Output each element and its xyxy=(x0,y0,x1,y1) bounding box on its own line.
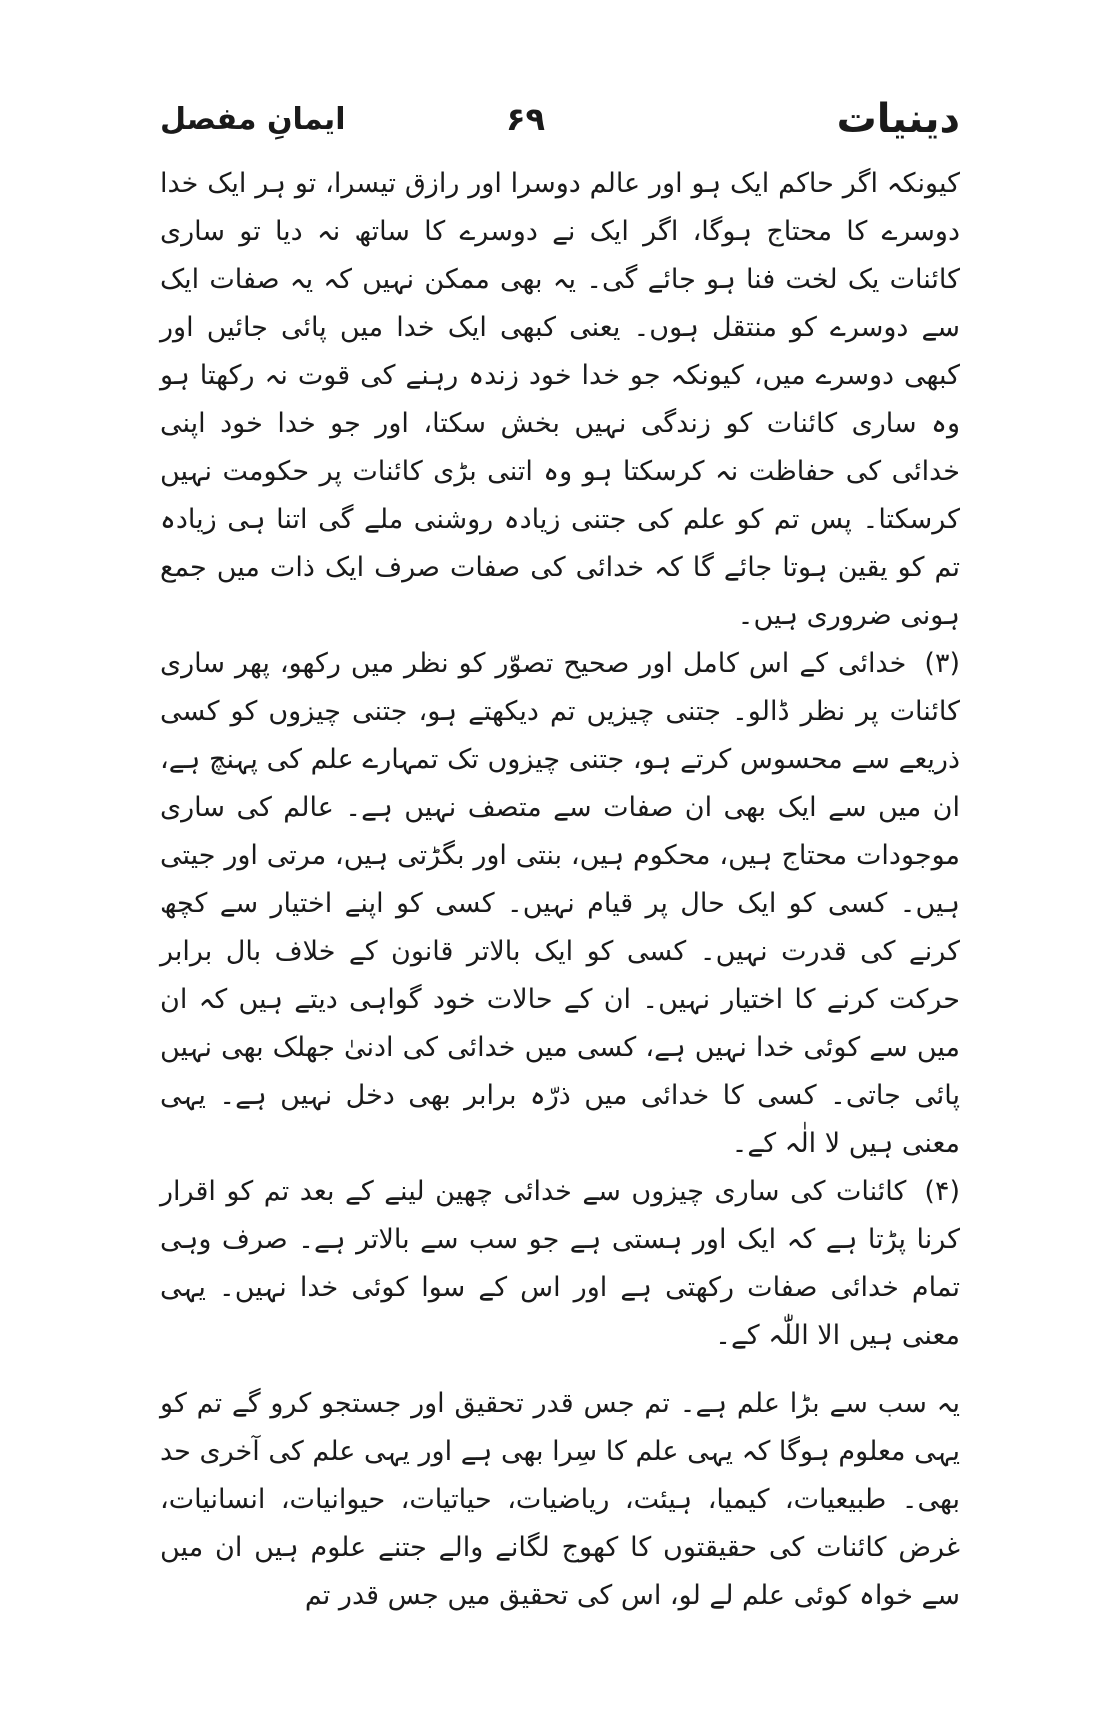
paragraph-text: کیونکہ اگر حاکم ایک ہو اور عالم دوسرا اور رازق تیسرا، تو ہر ایک خدا دوسرے کا محتاج ہوگا، اگر ایک نے دوسرے کا ساتھ نہ دیا تو ساری کائنات یک لخت فنا ہو جائے گی۔ یہ بھی ممکن نہیں کہ یہ صفات ایک سے دوسرے کو منتقل ہوں۔ یعنی کبھی ایک خدا میں پائی جائیں اور کبھی دوسرے میں، کیونکہ جو خدا خود زندہ رہنے کی قوت نہ رکھتا ہو وہ ساری کائنات کو زندگی نہیں بخش سکتا، اور جو خدا خود اپنی خدائی کی حفاظت نہ کرسکتا ہو وہ اتنی بڑی کائنات پر حکومت نہیں کرسکتا۔ پس تم کو علم کی جتنی زیادہ روشنی ملے گی اتنا ہی زیادہ تم کو یقین ہوتا جائے گا کہ خدائی کی صفات صرف ایک ذات میں جمع ہونی ضروری ہیں۔ xyxy=(160,168,960,631)
paragraph-number: (۳) xyxy=(924,648,960,679)
page-number: ۶۹ xyxy=(506,100,546,138)
paragraph xyxy=(160,1168,960,1360)
paragraph-text: خدائی کے اس کامل اور صحیح تصوّر کو نظر میں رکھو، پھر ساری کائنات پر نظر ڈالو۔ جتنی چیزیں تم دیکھتے ہو، جتنی چیزوں کو کسی ذریعے سے محسوس کرتے ہو، جتنی چیزوں تک تمہارے علم کی پہنچ ہے، ان میں سے ایک بھی ان صفات سے متصف نہیں ہے۔ عالم کی ساری موجودات محتاج ہیں، محکوم ہیں، بنتی اور بگڑتی ہیں، مرتی اور جیتی ہیں۔ کسی کو ایک حال پر قیام نہیں۔ کسی کو اپنے اختیار سے کچھ کرنے کی قدرت نہیں۔ کسی کو ایک بالاتر قانون کے خلاف بال برابر حرکت کرنے کا اختیار نہیں۔ ان کے حالات خود گواہی دیتے ہیں کہ ان میں سے کوئی خدا نہیں ہے، کسی میں خدائی کی ادنیٰ جھلک بھی نہیں پائی جاتی۔ کسی کا خدائی میں ذرّہ برابر بھی دخل نہیں ہے۔ یہی معنی ہیں لا الٰہ کے۔ xyxy=(160,648,960,1159)
chapter-title: ایمانِ مفصل xyxy=(160,102,346,137)
book-title: دینیات xyxy=(836,96,960,142)
page-header xyxy=(160,96,960,156)
paragraph-number: (۴) xyxy=(924,1176,960,1207)
paragraph xyxy=(160,640,960,1168)
paragraph-text: کائنات کی ساری چیزوں سے خدائی چھین لینے کے بعد تم کو اقرار کرنا پڑتا ہے کہ ایک اور ہستی ہے جو سب سے بالاتر ہے۔ صرف وہی تمام خدائی صفات رکھتی ہے اور اس کے سوا کوئی خدا نہیں۔ یہی معنی ہیں الا اللّٰہ کے۔ xyxy=(160,1176,960,1351)
paragraph-text: یہ سب سے بڑا علم ہے۔ تم جس قدر تحقیق اور جستجو کرو گے تم کو یہی معلوم ہوگا کہ یہی علم کا سِرا بھی ہے اور یہی علم کی آخری حد بھی۔ طبیعیات، کیمیا، ہیئت، ریاضیات، حیاتیات، حیوانیات، انسانیات، غرض کائنات کی حقیقتوں کا کھوج لگانے والے جتنے علوم ہیں ان میں سے خواہ کوئی علم لے لو، اس کی تحقیق میں جس قدر تم xyxy=(160,1388,960,1611)
page-body xyxy=(160,160,960,1620)
paragraph xyxy=(160,1380,960,1620)
paragraph xyxy=(160,160,960,640)
